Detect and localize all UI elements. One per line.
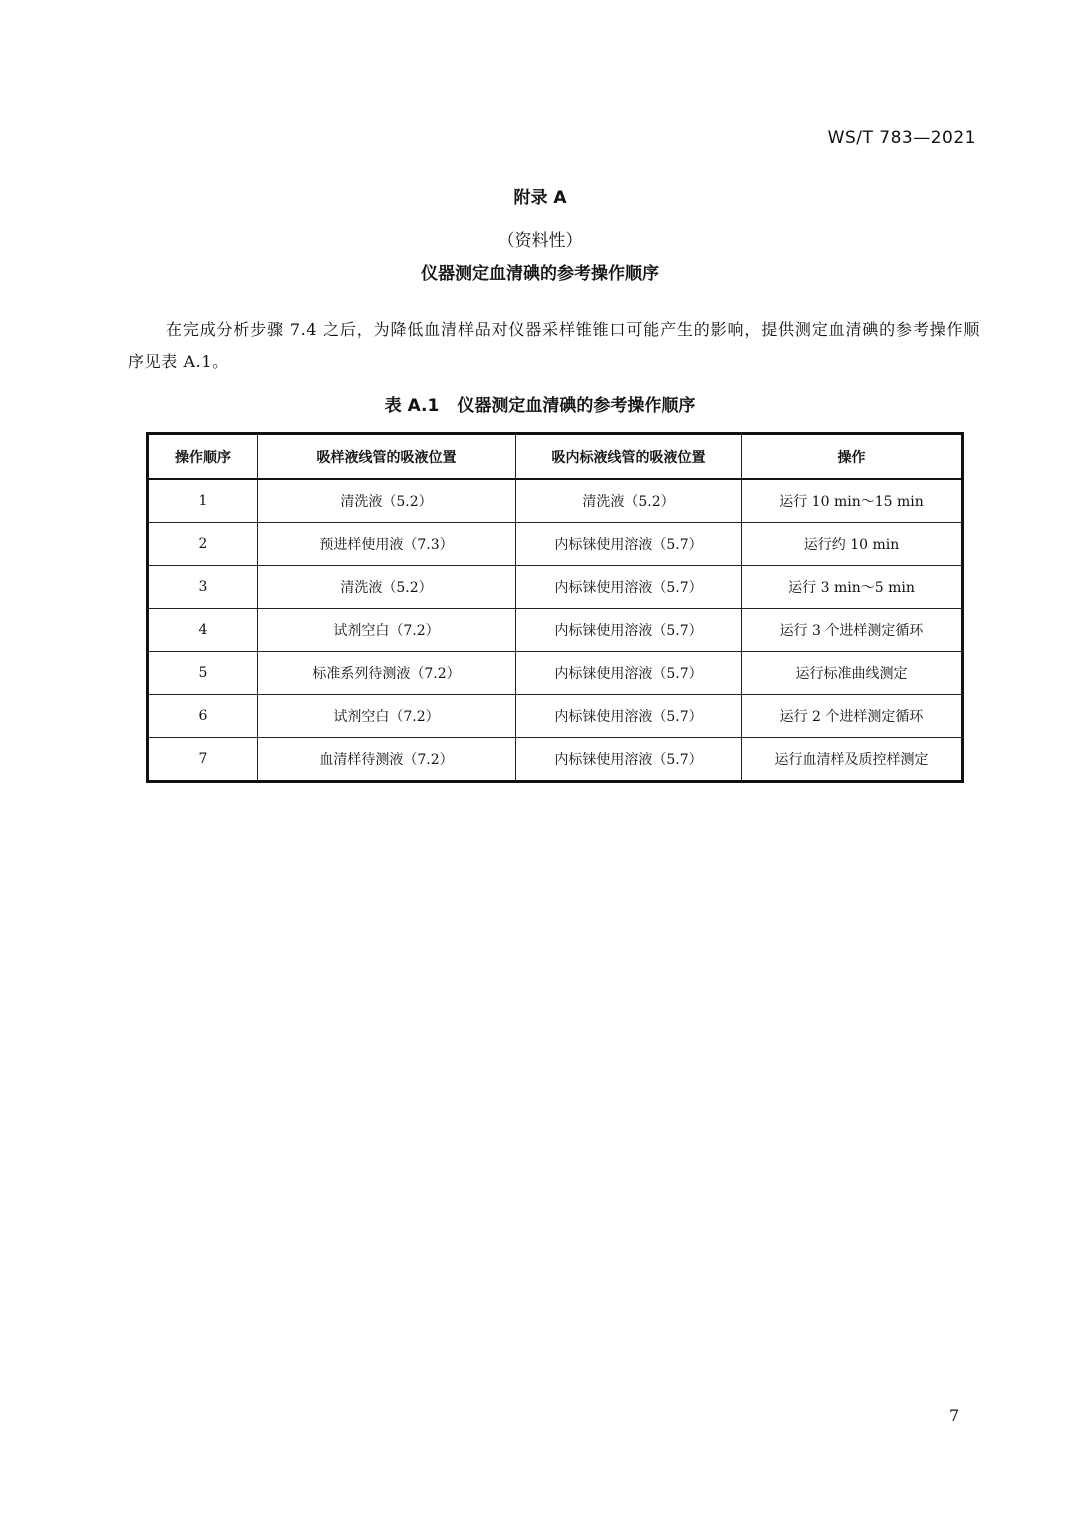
appendix-heading: 仪器测定血清碘的参考操作顺序 <box>421 264 659 284</box>
internal-standard-line-position-cell: 内标铼使用溶液（5.7） <box>516 566 742 609</box>
header-cell: 操作顺序 <box>148 434 258 480</box>
step-number-cell: 6 <box>148 695 258 738</box>
table-caption <box>0 391 1080 416</box>
sample-line-position-cell: 清洗液（5.2） <box>258 479 516 523</box>
step-number-cell: 7 <box>148 738 258 782</box>
table-caption-number: 表 A.1 <box>384 396 440 416</box>
step-number-cell: 3 <box>148 566 258 609</box>
operation-cell: 运行 10 min～15 min <box>742 479 963 523</box>
step-number-cell: 4 <box>148 609 258 652</box>
operation-cell: 运行 3 min～5 min <box>742 566 963 609</box>
body-paragraph: 在完成分析步骤 7.4 之后，为降低血清样品对仪器采样锥锥口可能产生的影响，提供测定血清碘的参考操作顺序见表 A.1。 <box>128 320 980 371</box>
standard-code: WS/T 783—2021 <box>827 128 976 148</box>
operation-sequence-table <box>146 432 964 783</box>
step-number-cell: 2 <box>148 523 258 566</box>
table-row <box>148 523 963 566</box>
sample-line-position-cell: 血清样待测液（7.2） <box>258 738 516 782</box>
table-row <box>148 695 963 738</box>
sample-line-position-cell: 试剂空白（7.2） <box>258 609 516 652</box>
table-row <box>148 566 963 609</box>
operation-cell: 运行标准曲线测定 <box>742 652 963 695</box>
sample-line-position-cell: 试剂空白（7.2） <box>258 695 516 738</box>
step-number-cell: 5 <box>148 652 258 695</box>
sample-line-position-cell: 清洗液（5.2） <box>258 566 516 609</box>
internal-standard-line-position-cell: 内标铼使用溶液（5.7） <box>516 523 742 566</box>
step-number-cell: 1 <box>148 479 258 523</box>
header-cell: 吸样液线管的吸液位置 <box>258 434 516 480</box>
sample-line-position-cell: 标准系列待测液（7.2） <box>258 652 516 695</box>
internal-standard-line-position-cell: 内标铼使用溶液（5.7） <box>516 738 742 782</box>
appendix-note: （资料性） <box>497 231 583 251</box>
internal-standard-line-position-cell: 内标铼使用溶液（5.7） <box>516 695 742 738</box>
table-row <box>148 738 963 782</box>
operation-cell: 运行约 10 min <box>742 523 963 566</box>
header-cell: 吸内标液线管的吸液位置 <box>516 434 742 480</box>
internal-standard-line-position-cell: 内标铼使用溶液（5.7） <box>516 652 742 695</box>
table-row <box>148 609 963 652</box>
operation-cell: 运行 2 个进样测定循环 <box>742 695 963 738</box>
internal-standard-line-position-cell: 清洗液（5.2） <box>516 479 742 523</box>
header-cell: 操作 <box>742 434 963 480</box>
table-caption-title: 仪器测定血清碘的参考操作顺序 <box>457 396 696 416</box>
internal-standard-line-position-cell: 内标铼使用溶液（5.7） <box>516 609 742 652</box>
sample-line-position-cell: 预进样使用液（7.3） <box>258 523 516 566</box>
table-row <box>148 479 963 523</box>
operation-cell: 运行 3 个进样测定循环 <box>742 609 963 652</box>
table-header-row <box>148 434 963 480</box>
page-number: 7 <box>949 1406 960 1425</box>
table-row <box>148 652 963 695</box>
appendix-title: 附录 A <box>513 188 567 208</box>
operation-cell: 运行血清样及质控样测定 <box>742 738 963 782</box>
